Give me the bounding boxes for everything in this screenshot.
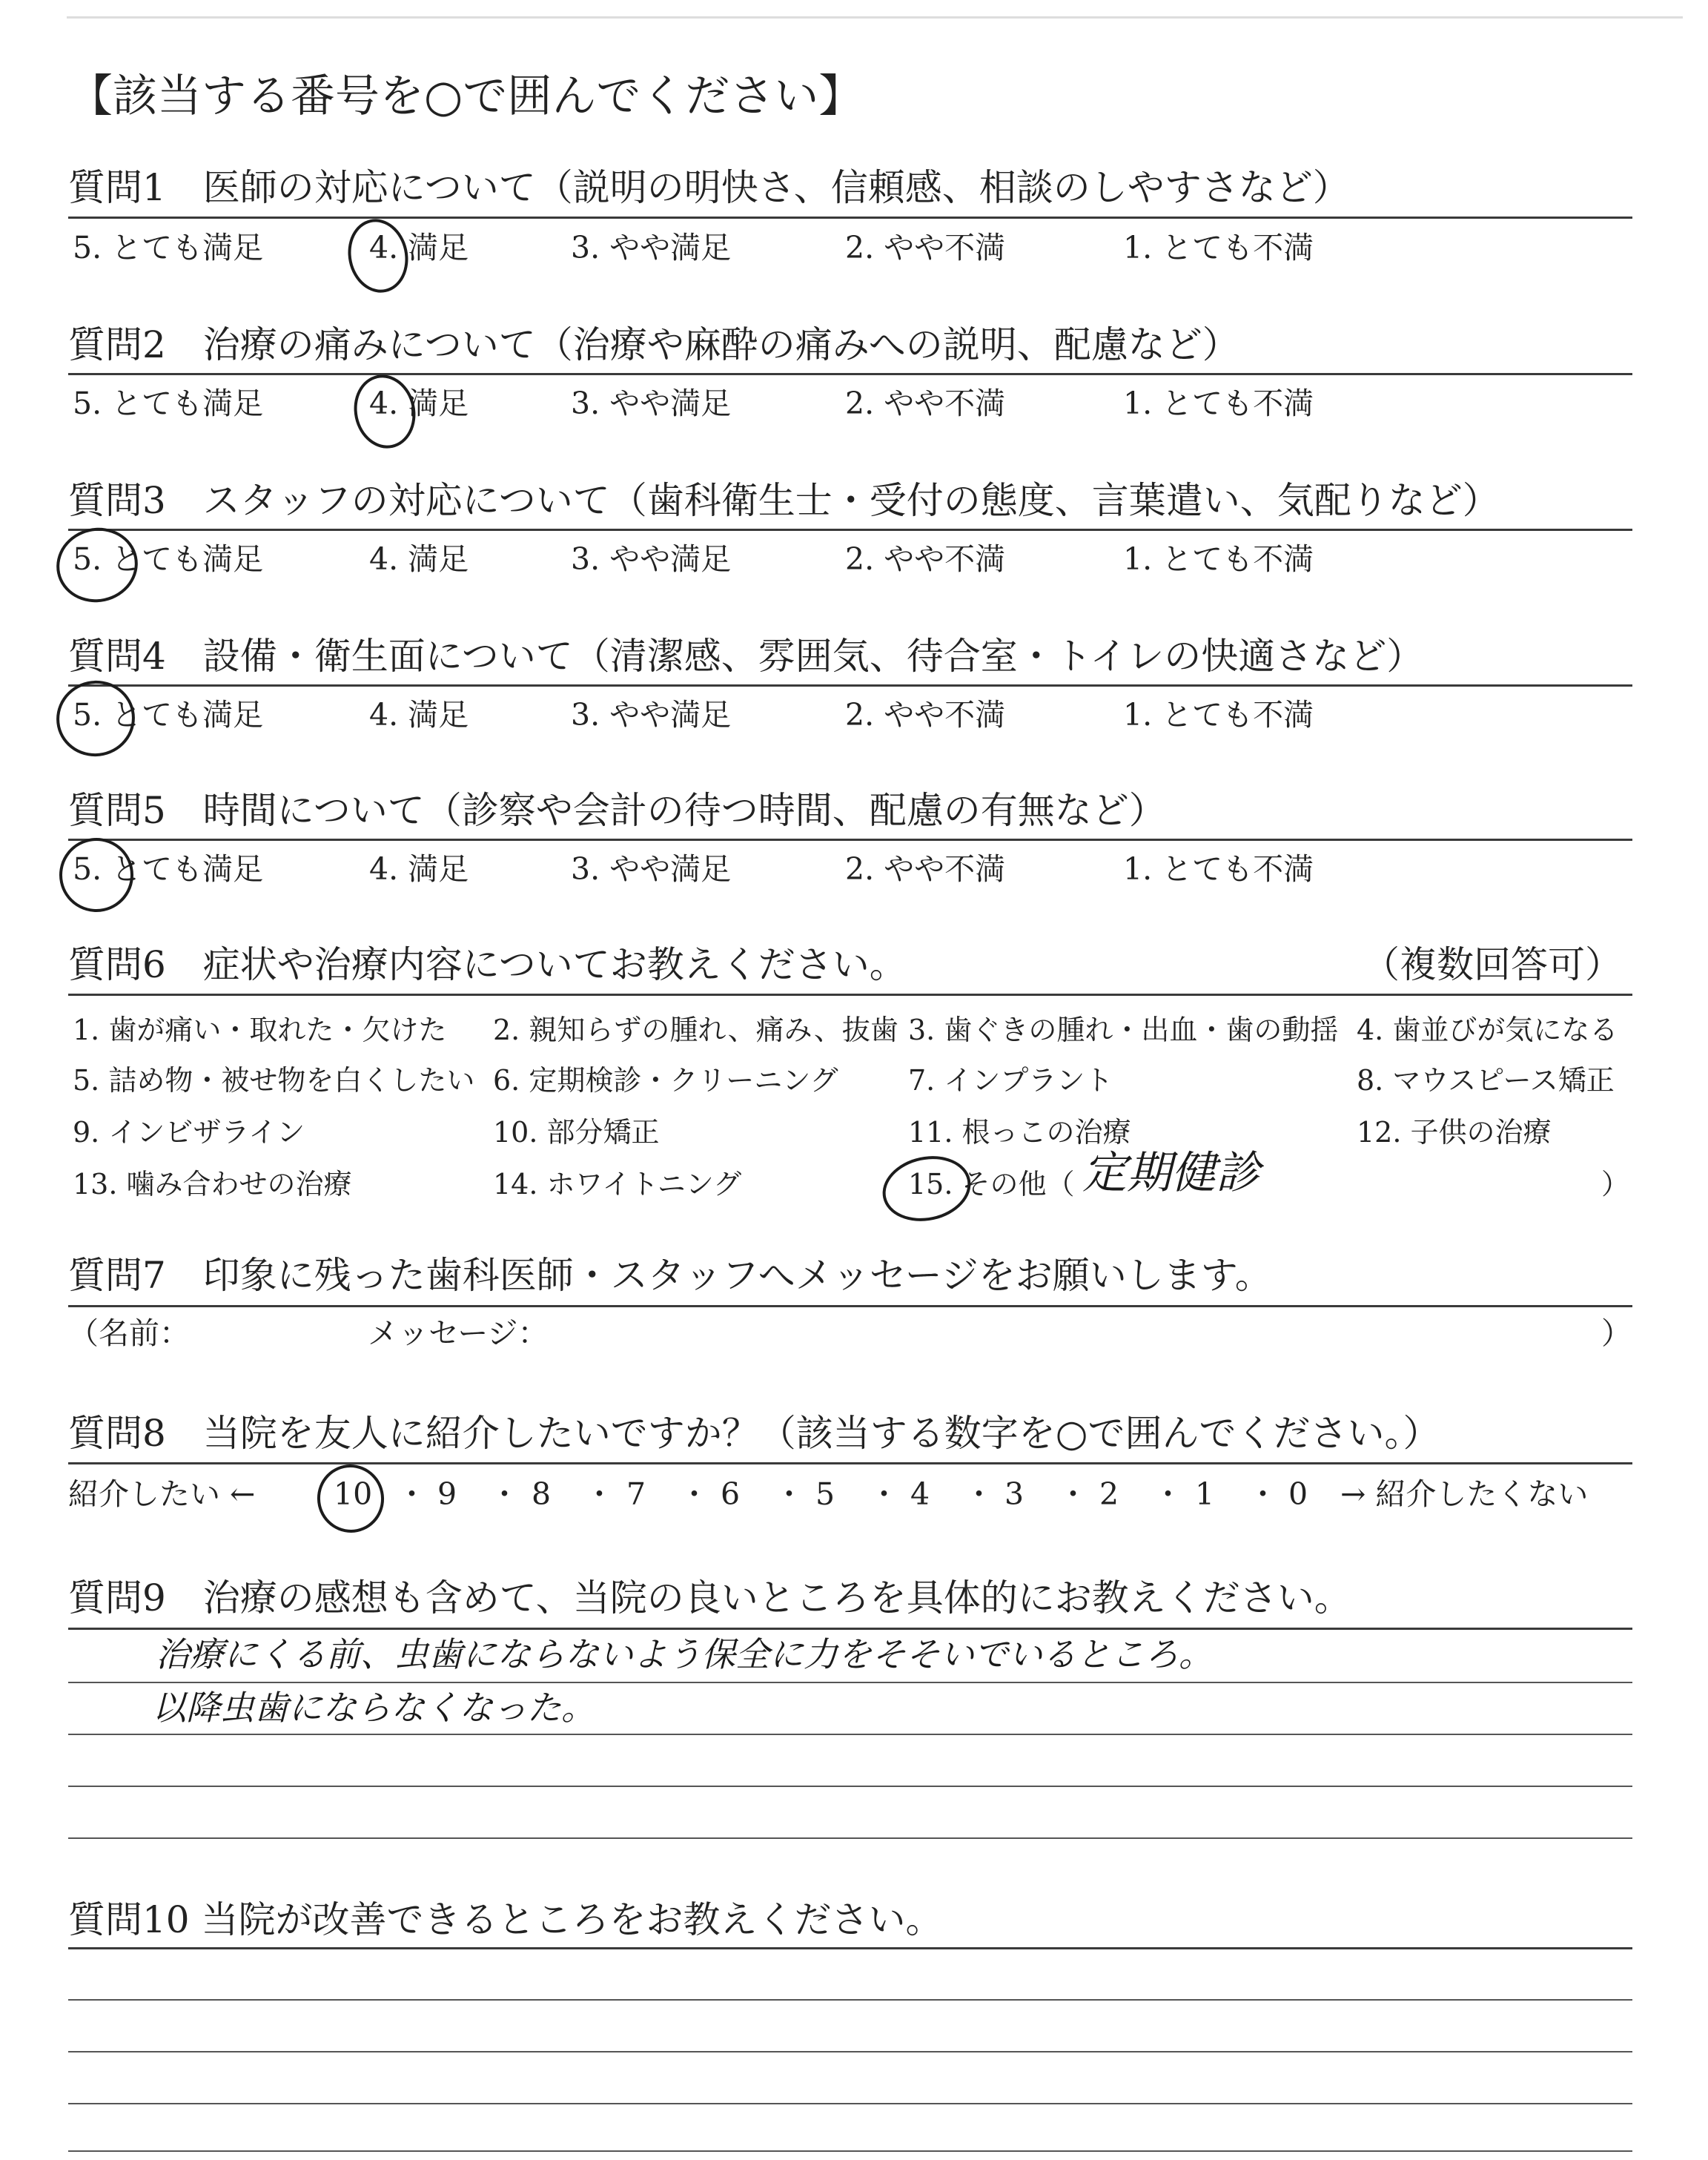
q8-separator: ・ xyxy=(679,1476,709,1512)
question-2-rule xyxy=(68,373,1632,375)
question-6-note: （複数回答可） xyxy=(1363,943,1622,986)
q8-separator: ・ xyxy=(869,1476,899,1512)
question-1-title: 質問1 医師の対応について（説明の明快さ、信頼感、相談のしやすさなど） xyxy=(68,166,1350,209)
q8-scale-3[interactable]: 3 xyxy=(1004,1476,1025,1512)
q5-option-4[interactable]: 4. 満足 xyxy=(369,851,469,887)
q9-writing-line xyxy=(68,1734,1632,1735)
q6-item-15[interactable]: 15. その他（ xyxy=(908,1168,1075,1200)
question-6-title: 質問6 症状や治療内容についてお教えください。 xyxy=(68,943,907,986)
q5-option-5[interactable]: 5. とても満足 xyxy=(73,851,264,887)
q6-item-2[interactable]: 2. 親知らずの腫れ、痛み、抜歯 xyxy=(493,1014,898,1046)
q5-selection-circle xyxy=(53,831,141,919)
q1-option-5[interactable]: 5. とても満足 xyxy=(73,230,264,265)
q8-scale-5[interactable]: 5 xyxy=(815,1476,835,1512)
question-4-title: 質問4 設備・衛生面について（清潔感、雰囲気、待合室・トイレの快適さなど） xyxy=(68,635,1424,678)
q2-option-1[interactable]: 1. とても不満 xyxy=(1123,386,1314,421)
q6-item-9[interactable]: 9. インビザライン xyxy=(73,1116,305,1149)
q9-handwritten-answer-line-2[interactable]: 以降虫歯にならなくなった。 xyxy=(152,1688,595,1728)
q8-scale-8[interactable]: 8 xyxy=(532,1476,552,1512)
q5-option-3[interactable]: 3. やや満足 xyxy=(571,851,732,887)
q1-option-2[interactable]: 2. やや不満 xyxy=(845,230,1006,265)
q6-item-11[interactable]: 11. 根っこの治療 xyxy=(908,1116,1131,1149)
question-7-rule xyxy=(68,1305,1632,1307)
q6-item-12[interactable]: 12. 子供の治療 xyxy=(1357,1116,1552,1149)
q3-selection-circle xyxy=(50,521,145,610)
q8-scale-1[interactable]: 1 xyxy=(1195,1476,1215,1512)
q6-item-13[interactable]: 13. 噛み合わせの治療 xyxy=(73,1168,352,1200)
q3-option-1[interactable]: 1. とても不満 xyxy=(1123,541,1314,577)
q8-scale-10[interactable]: 10 xyxy=(334,1476,373,1512)
question-3-rule xyxy=(68,529,1632,531)
form-instruction-header: 【該当する番号を○で囲んでください】 xyxy=(68,70,864,122)
q3-option-3[interactable]: 3. やや満足 xyxy=(571,541,732,577)
q6-item-4[interactable]: 4. 歯並びが気になる xyxy=(1357,1014,1618,1046)
page-top-border xyxy=(67,16,1683,19)
q7-name-label: （名前： xyxy=(68,1315,190,1351)
q4-option-4[interactable]: 4. 満足 xyxy=(369,697,469,733)
question-9-title: 質問9 治療の感想も含めて、当院の良いところを具体的にお教えください。 xyxy=(68,1576,1351,1619)
q6-item-7[interactable]: 7. インプラント xyxy=(908,1064,1113,1097)
q4-option-1[interactable]: 1. とても不満 xyxy=(1123,697,1314,733)
q8-scale-7[interactable]: 7 xyxy=(626,1476,646,1512)
q8-scale-0[interactable]: 0 xyxy=(1288,1476,1308,1512)
q8-right-label: → 紹介したくない xyxy=(1340,1476,1589,1512)
q10-writing-line xyxy=(68,2051,1632,2052)
q2-selection-circle xyxy=(348,369,423,455)
q3-option-5[interactable]: 5. とても満足 xyxy=(73,541,264,577)
q4-selection-circle xyxy=(50,673,142,764)
q1-option-4[interactable]: 4. 満足 xyxy=(369,230,469,265)
q9-writing-line xyxy=(68,1786,1632,1787)
q8-scale-2[interactable]: 2 xyxy=(1099,1476,1119,1512)
q1-option-3[interactable]: 3. やや満足 xyxy=(571,230,732,265)
q8-separator: ・ xyxy=(1248,1476,1278,1512)
q4-option-2[interactable]: 2. やや不満 xyxy=(845,697,1006,733)
q8-separator: ・ xyxy=(964,1476,994,1512)
q2-option-4[interactable]: 4. 満足 xyxy=(369,386,469,421)
q7-close-paren: ） xyxy=(1601,1315,1632,1351)
q6-item-3[interactable]: 3. 歯ぐきの腫れ・出血・歯の動揺 xyxy=(908,1014,1339,1046)
question-8-rule xyxy=(68,1462,1632,1464)
question-6-rule xyxy=(68,994,1632,996)
question-1-rule xyxy=(68,217,1632,219)
q1-selection-circle xyxy=(341,214,414,298)
q10-writing-line xyxy=(68,2150,1632,2152)
q1-option-1[interactable]: 1. とても不満 xyxy=(1123,230,1314,265)
q3-option-2[interactable]: 2. やや不満 xyxy=(845,541,1006,577)
question-3-title: 質問3 スタッフの対応について（歯科衛生士・受付の態度、言葉遣い、気配りなど） xyxy=(68,479,1500,522)
question-10-title: 質問10 当院が改善できるところをお教えください。 xyxy=(68,1898,943,1941)
q5-option-1[interactable]: 1. とても不満 xyxy=(1123,851,1314,887)
q8-separator: ・ xyxy=(1153,1476,1183,1512)
q6-item-14[interactable]: 14. ホワイトニング xyxy=(493,1168,742,1200)
q10-writing-line xyxy=(68,2103,1632,2104)
q4-option-5[interactable]: 5. とても満足 xyxy=(73,697,264,733)
q6-selection-circle xyxy=(876,1148,976,1229)
q5-option-2[interactable]: 2. やや不満 xyxy=(845,851,1006,887)
q3-option-4[interactable]: 4. 満足 xyxy=(369,541,469,577)
q10-writing-line xyxy=(68,1999,1632,2001)
question-9-rule xyxy=(68,1628,1632,1630)
q2-option-5[interactable]: 5. とても満足 xyxy=(73,386,264,421)
q9-writing-line xyxy=(68,1837,1632,1839)
q8-separator: ・ xyxy=(584,1476,615,1512)
q2-option-2[interactable]: 2. やや不満 xyxy=(845,386,1006,421)
question-2-title: 質問2 治療の痛みについて（治療や麻酔の痛みへの説明、配慮など） xyxy=(68,323,1239,366)
q8-selection-circle xyxy=(311,1459,390,1539)
q4-option-3[interactable]: 3. やや満足 xyxy=(571,697,732,733)
q6-item-6[interactable]: 6. 定期検診・クリーニング xyxy=(493,1064,838,1097)
q8-left-label: 紹介したい ← xyxy=(68,1476,256,1512)
q8-separator: ・ xyxy=(489,1476,520,1512)
q8-scale-6[interactable]: 6 xyxy=(721,1476,741,1512)
question-7-title: 質問7 印象に残った歯科医師・スタッフへメッセージをお願いします。 xyxy=(68,1254,1272,1297)
q6-item-10[interactable]: 10. 部分矯正 xyxy=(493,1116,660,1149)
q9-handwritten-answer-line-1[interactable]: 治療にくる前、虫歯にならないよう保全に力をそそいでいるところ。 xyxy=(156,1634,1213,1674)
q8-separator: ・ xyxy=(1058,1476,1088,1512)
q8-separator: ・ xyxy=(397,1476,427,1512)
question-5-rule xyxy=(68,839,1632,841)
q7-message-label: メッセージ： xyxy=(368,1315,549,1351)
q8-scale-4[interactable]: 4 xyxy=(910,1476,930,1512)
question-8-title: 質問8 当院を友人に紹介したいですか？（該当する数字を○で囲んでください。） xyxy=(68,1412,1440,1455)
q6-item-1[interactable]: 1. 歯が痛い・取れた・欠けた xyxy=(73,1014,447,1046)
question-4-rule xyxy=(68,684,1632,687)
q2-option-3[interactable]: 3. やや満足 xyxy=(571,386,732,421)
question-5-title: 質問5 時間について（診察や会計の待つ時間、配慮の有無など） xyxy=(68,789,1166,832)
q8-separator: ・ xyxy=(774,1476,804,1512)
q9-writing-line xyxy=(68,1682,1632,1683)
q6-other-handwritten-answer[interactable]: 定期健診 xyxy=(1082,1147,1260,1199)
q8-scale-9[interactable]: 9 xyxy=(437,1476,457,1512)
q6-other-close-paren: ） xyxy=(1601,1168,1630,1200)
q6-item-8[interactable]: 8. マウスピース矯正 xyxy=(1357,1064,1615,1097)
question-10-rule xyxy=(68,1947,1632,1949)
q6-item-5[interactable]: 5. 詰め物・被せ物を白くしたい xyxy=(73,1064,475,1097)
